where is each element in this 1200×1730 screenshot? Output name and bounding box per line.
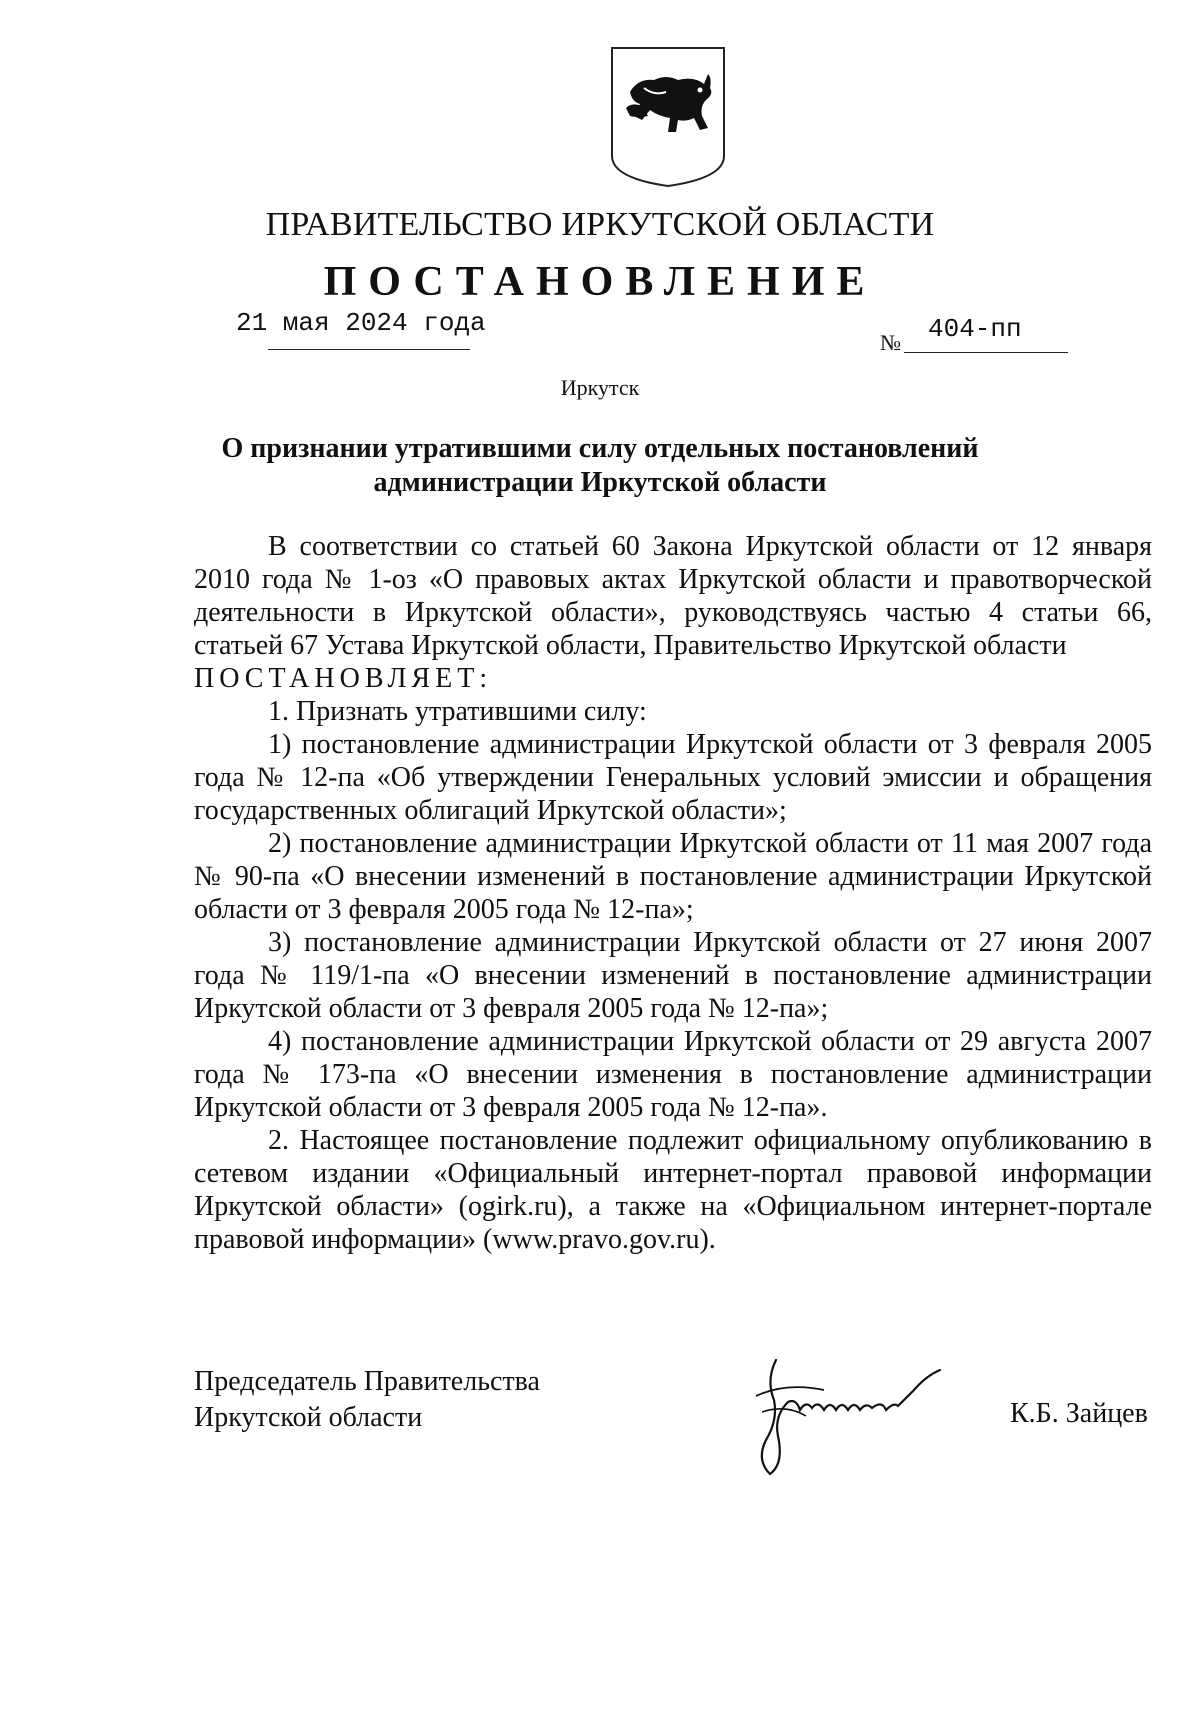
date-underline bbox=[268, 349, 470, 350]
number-underline bbox=[904, 352, 1068, 353]
document-date: 21 мая 2024 года bbox=[236, 308, 486, 338]
signer-position-line-2: Иркутской области bbox=[194, 1402, 423, 1433]
issue-city: Иркутск bbox=[560, 375, 640, 400]
government-name: ПРАВИТЕЛЬСТВО ИРКУТСКОЙ ОБЛАСТИ bbox=[265, 206, 935, 243]
item-2: 2. Настоящее постановление подлежит официальному опубликованию в сетевом издании «Официальный интернет-портал правовой информации Иркутской области» (ogirk.ru), а также на «Официальном интернет-портале правовой информации» (www.pravo.gov.ru). bbox=[194, 1125, 1152, 1255]
signer-position-line-1: Председатель Правительства bbox=[194, 1366, 540, 1397]
signer-name: К.Б. Зайцев bbox=[1010, 1398, 1148, 1429]
number-sign: № bbox=[880, 330, 901, 355]
subitem-2: 2) постановление администрации Иркутской области от 11 мая 2007 года № 90-па «О внесении изменений в постановление администрации Иркутской области от 3 февраля 2005 года № 12-па»; bbox=[194, 828, 1152, 925]
document-type-title: ПОСТАНОВЛЕНИЕ bbox=[323, 259, 877, 305]
coat-of-arms-icon bbox=[608, 44, 728, 190]
subitem-1: 1) постановление администрации Иркутской области от 3 февраля 2005 года № 12-па «Об утверждении Генеральных условий эмиссии и обращения государственных облигаций Иркутской области»; bbox=[194, 729, 1152, 826]
document-heading bbox=[150, 432, 1050, 500]
subitem-3: 3) постановление администрации Иркутской области от 27 июня 2007 года № 119/1-па «О внесении изменений в постановление администрации Иркутской области от 3 февраля 2005 года № 12-па»; bbox=[194, 927, 1152, 1024]
heading-line-1: О признании утратившими силу отдельных постановлений bbox=[221, 433, 979, 464]
heading-line-2: администрации Иркутской области bbox=[373, 467, 827, 498]
document-body bbox=[194, 530, 1152, 1256]
subitem-4: 4) постановление администрации Иркутской области от 29 августа 2007 года № 173-па «О внесении изменения в постановление администрации Иркутской области от 3 февраля 2005 года № 12-па». bbox=[194, 1026, 1152, 1123]
handwritten-signature-icon bbox=[726, 1340, 986, 1480]
preamble-paragraph: В соответствии со статьей 60 Закона Иркутской области от 12 января 2010 года № 1-оз «О правовых актах Иркутской области и правотворческой деятельности в Иркутской области», руководствуясь частью 4 статьи 66, статьей 67 Устава Иркутской области, Правительство Иркутской области bbox=[194, 531, 1152, 661]
document-number: 404-пп bbox=[928, 314, 1022, 344]
signer-position bbox=[194, 1364, 540, 1436]
resolves-word: ПОСТАНОВЛЯЕТ: bbox=[194, 663, 493, 694]
item-1: 1. Признать утратившими силу: bbox=[268, 696, 647, 727]
